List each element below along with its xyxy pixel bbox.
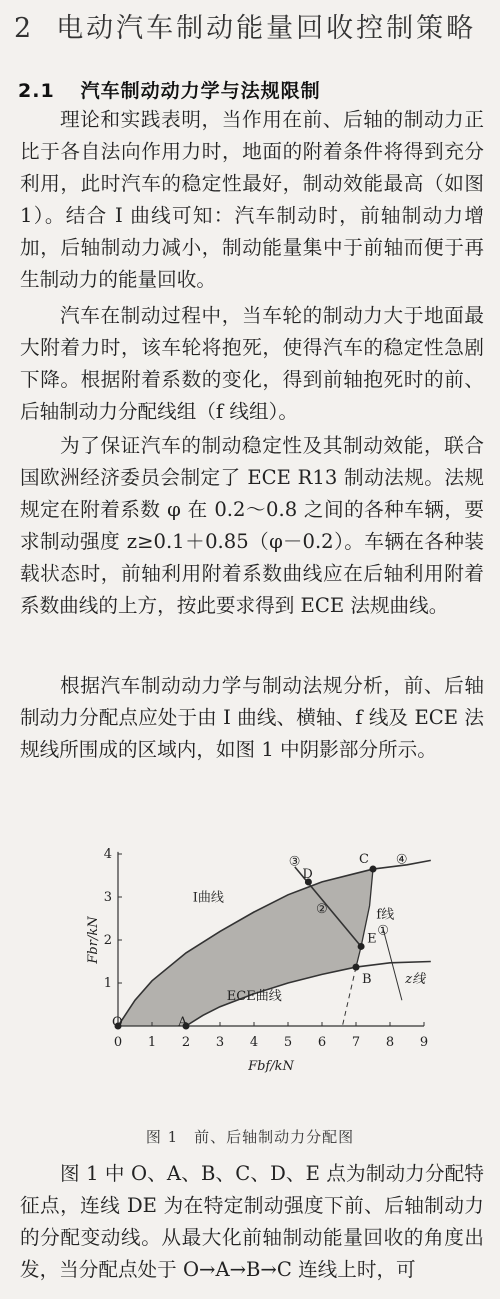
section-number: 2 [14, 13, 35, 44]
section-heading [14, 6, 476, 45]
section-title: 电动汽车制动能量回收控制策略 [56, 13, 477, 44]
z-line-label: z线 [405, 972, 426, 987]
brake-force-distribution-chart [0, 840, 500, 1110]
x-tick-label: 0 [113, 1035, 123, 1050]
x-tick-label: 7 [351, 1035, 361, 1050]
y-tick-label: 2 [103, 933, 112, 948]
point-label-C: C [359, 852, 369, 868]
subsection-title: 汽车制动动力学与法规限制 [80, 80, 321, 102]
subsection-heading [18, 76, 321, 103]
x-tick-label: 2 [181, 1035, 191, 1050]
subsection-number: 2.1 [18, 80, 55, 102]
point-label-A: A [178, 1015, 188, 1030]
figure-1 [0, 840, 500, 1110]
circled-label-1: ① [377, 923, 389, 939]
y-tick-label: 4 [103, 847, 112, 862]
point-C [370, 866, 377, 873]
figure-caption [0, 1126, 500, 1147]
paragraph-1: 理论和实践表明，当作用在前、后轴的制动力正比于各自法向作用力时，地面的附着条件将得到充分利用，此时汽车的稳定性最好，制动效能最高（如图1）。结合 I 曲线可知：汽车制动时，前轴制动力增加，后轴制动力减小，制动能量集中于前轴而便于再生制动力的能量回收。 [20, 108, 484, 291]
caption-text: 前、后轴制动力分配图 [194, 1128, 355, 1146]
caption-label: 图 1 [145, 1128, 179, 1146]
f-line-label: f线 [376, 907, 395, 923]
point-label-O: O [112, 1015, 123, 1030]
x-tick-label: 4 [249, 1035, 259, 1050]
point-label-E: E [367, 931, 377, 947]
y-tick-label: 1 [103, 976, 112, 991]
y-axis-label: Fbr/kN [86, 916, 101, 964]
paragraph-4: 根据汽车制动动力学与制动法规分析，前、后轴制动力分配点应处于由 I 曲线、横轴、f 线及 ECE 法规线所围成的区域内，如图 1 中阴影部分所示。 [20, 674, 484, 761]
x-tick-label: 5 [283, 1035, 293, 1050]
point-label-D: D [302, 866, 313, 882]
series-fextension-line [342, 967, 356, 1026]
paragraph-3: 为了保证汽车的制动稳定性及其制动效能，联合国欧洲经济委员会制定了 ECE R13 制动法规。法规规定在附着系数 φ 在 0.2～0.8 之间的各种车辆，要求制动强度 z≥0.1＋0.85（φ－0.2）。车辆在各种装载状态时，前轴利用附着系数曲线应在后轴利用附着系数曲线的上方，按此要求得到 ECE 法规曲线。 [20, 434, 484, 617]
i-curve-label: I曲线 [192, 890, 224, 906]
paragraph-5: 图 1 中 O、A、B、C、D、E 点为制动力分配特征点，连线 DE 为在特定制动强度下前、后轴制动力的分配变动线。从最大化前轴制动能量回收的角度出发，当分配点处于 O→A→B→C 连线上时，可 [20, 1162, 484, 1281]
series-z-line [383, 929, 402, 1000]
ece-curve-label: ECE曲线 [226, 989, 282, 1005]
point-E [358, 943, 365, 950]
x-tick-label: 9 [419, 1035, 429, 1050]
x-tick-label: 1 [147, 1035, 157, 1050]
point-label-B: B [362, 972, 372, 988]
circled-label-4: ④ [395, 852, 408, 868]
circled-label-3: ③ [288, 854, 301, 870]
x-tick-label: 8 [385, 1035, 395, 1050]
point-B [353, 964, 360, 971]
x-tick-label: 6 [317, 1035, 327, 1050]
y-tick-label: 3 [103, 890, 112, 905]
x-axis-label: Fbf/kN [248, 1059, 294, 1074]
x-tick-label: 3 [215, 1035, 225, 1050]
circled-label-2: ② [316, 901, 328, 917]
paragraph-2: 汽车在制动过程中，当车轮的制动力大于地面最大附着力时，该车轮将抱死，使得汽车的稳定性急剧下降。根据附着系数的变化，得到前轴抱死时的前、后轴制动力分配线组（f 线组）。 [20, 304, 484, 423]
